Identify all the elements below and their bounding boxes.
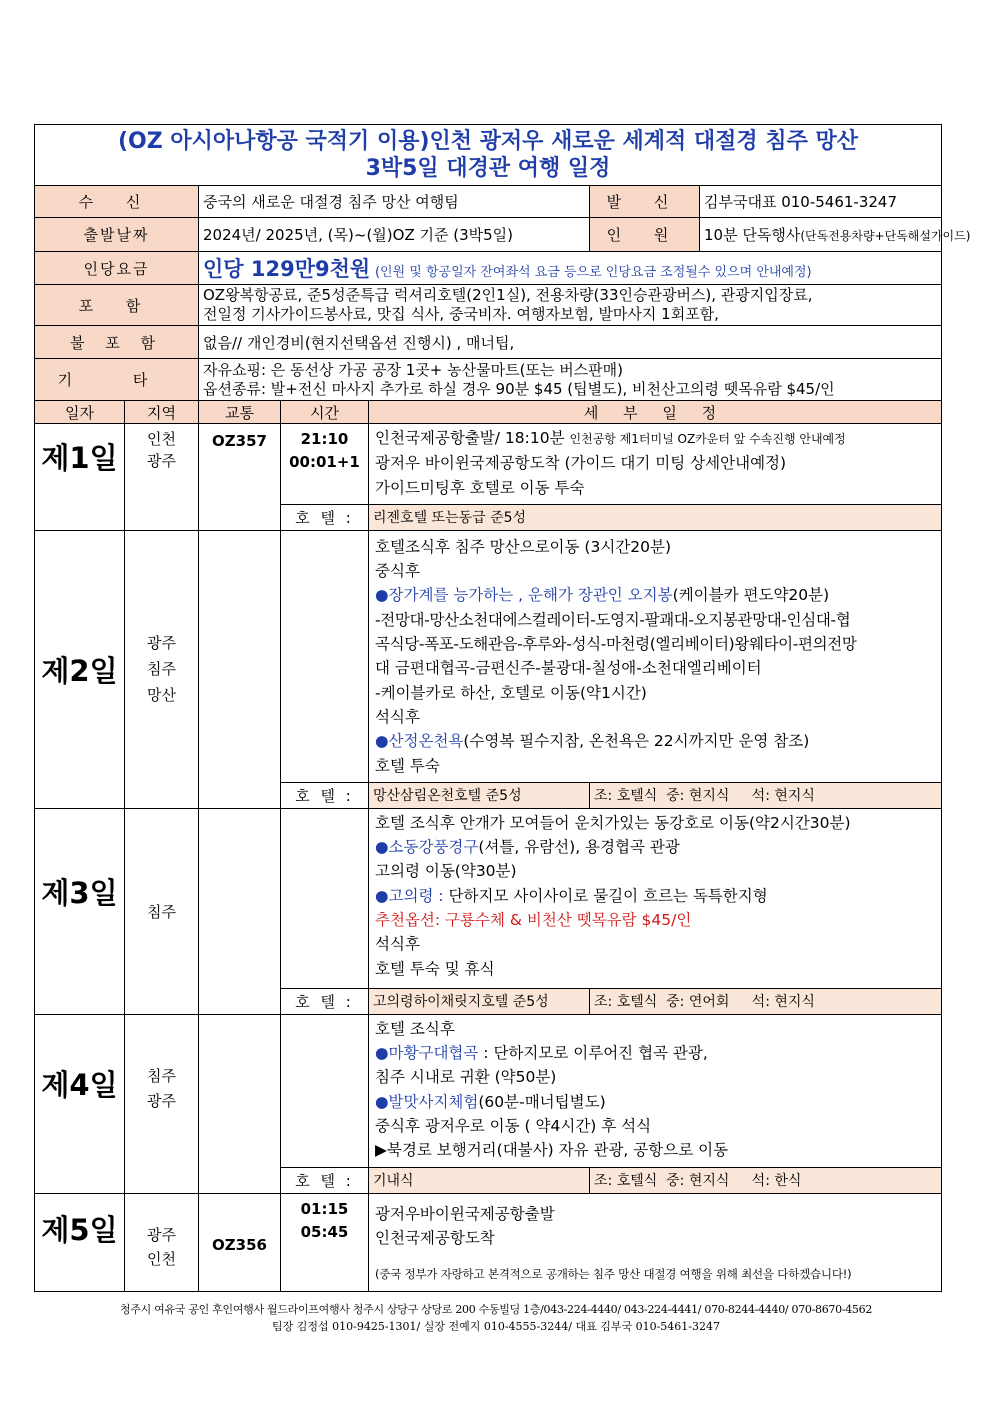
include-value (199, 285, 942, 326)
day-1-transport: OZ357 (199, 424, 281, 531)
header-date: 일자 (35, 401, 125, 424)
day-1-label: 제1일 (35, 424, 125, 531)
day-5-time (281, 1193, 369, 1291)
day-5-region-1: 광주 (147, 1226, 176, 1245)
day-2-time (281, 530, 369, 782)
day-3-transport (199, 808, 281, 1014)
day-5-schedule (369, 1193, 942, 1291)
day-2-line-3: (케이블카 편도약20분) (672, 586, 830, 605)
day-5-line-1: 광저우바이윈국제공항출발 (375, 1204, 555, 1223)
day-3-label: 제3일 (35, 808, 125, 1014)
day-3-line-4: 단하지모 사이사이로 물길이 흐르는 독특한지형 (443, 886, 768, 905)
sender-label: 발 신 (590, 186, 700, 218)
day-2-line-7: -케이블카로 하산, 호텔로 이동(약1시간) (375, 683, 647, 702)
day-3-time (281, 808, 369, 988)
day-4-line-4: (60분-매너팁별도) (478, 1092, 606, 1111)
day-4-highlight-mahuang: ●마황구대협곡 (375, 1044, 479, 1063)
day-1-line-3: 가이드미팅후 호텔로 이동 투숙 (375, 478, 585, 497)
day-2-meals: 조: 호텔식 중: 현지식 석: 현지식 (590, 782, 942, 808)
day-2-transport (199, 530, 281, 808)
day-3-highlight-gaoyiling: ●고의령 : (375, 886, 444, 905)
day-4-line-2: : 단하지모로 이루어진 협곡 관광, (478, 1044, 708, 1063)
day-2-region-1: 광주 (147, 634, 176, 653)
day-5-time-2: 05:45 (300, 1222, 349, 1241)
day-3-hotel: 고의령하이채릿지호텔 준5성 (369, 988, 590, 1014)
header-time: 시간 (281, 401, 369, 424)
day-2-region-3: 망산 (147, 686, 176, 705)
etc-label: 기 타 (35, 359, 199, 401)
day-2-schedule (369, 530, 942, 782)
day-1-region-2: 광주 (147, 452, 176, 470)
day-3-line-3: 고의령 이동(약30분) (375, 862, 517, 881)
day-5-region (125, 1193, 199, 1291)
day-4-highlight-foot-massage: ●발맛사지체험 (375, 1092, 479, 1111)
itinerary-sheet (34, 124, 971, 1292)
day-2-line-8: 석식후 (375, 707, 420, 726)
day-5-closing-note: (중국 정부가 자랑하고 본격적으로 공개하는 침주 망산 대절경 여행을 위해 최선을 다하겠습니다!) (375, 1267, 852, 1282)
itinerary-table (34, 124, 971, 1292)
day-3-region: 침주 (125, 808, 199, 1014)
price-value (199, 252, 942, 285)
include-label: 포 함 (35, 285, 199, 326)
day-4-line-6: ▶북경로 보행거리(대불사) 자유 관광, 공항으로 이동 (375, 1141, 729, 1160)
day-2-highlight-ojibong: ●장가계를 능가하는 , 운해가 장관인 오지봉 (375, 586, 673, 605)
day-3-meals: 조: 호텔식 중: 연어회 석: 현지식 (590, 988, 942, 1014)
day-1-time (281, 424, 369, 505)
day-3-line-6: 석식후 (375, 935, 420, 954)
recipient-value: 중국의 새로운 대절경 침주 망산 여행팀 (199, 186, 590, 218)
day-2-line-9: (수영복 필수지참, 온천욕은 22시까지만 운영 참조) (463, 732, 810, 751)
etc-line-2: 옵션종류: 발+전신 마사지 추가로 하실 경우 90분 $45 (팁별도), 비천산고의령 뗏목유람 $45/인 (203, 379, 835, 398)
include-line-1: OZ왕복항공료, 준5성준특급 럭셔리호텔(2인1실), 전용차량(33인승관광버스), 관광지입장료, (203, 286, 813, 304)
departure-value: 2024년/ 2025년, (목)~(월)OZ 기준 (3박5일) (199, 218, 590, 252)
price-amount: 인당 129만9천원 (203, 257, 371, 281)
day-2-line-1: 호텔조식후 침주 망산으로이동 (3시간20분) (375, 537, 672, 556)
day-3-schedule (369, 808, 942, 988)
day-2-hotel-label: 호 텔 : (281, 782, 369, 808)
day-4-time (281, 1014, 369, 1167)
day-1-region-1: 인천 (147, 430, 176, 448)
page-title (35, 125, 942, 186)
day-2-line-10: 호텔 투숙 (375, 756, 440, 775)
recipient-label: 수 신 (35, 186, 199, 218)
people-value (700, 218, 971, 252)
include-line-2: 전일정 기사가이드봉사료, 맛집 식사, 중국비자. 여행자보험, 발마사지 1회포함, (203, 305, 719, 323)
day-2-line-5: 곡식당-폭포-도해관음-후루와-성식-마천령(엘리베이터)왕웨타이-편의전망 (375, 635, 857, 654)
day-4-hotel: 기내식 (369, 1167, 590, 1193)
footer-contacts: 팀장 김정섭 010-9425-1301/ 실장 전예지 010-4555-3244/ 대표 김부국 010-5461-3247 (271, 1320, 721, 1333)
day-2-region (125, 530, 199, 808)
day-2-highlight-onsen: ●산정온천욕 (375, 732, 464, 751)
day-3-highlight-dongjiang: ●소동강풍경구 (375, 838, 479, 857)
etc-line-1: 자유쇼핑: 은 동선상 가공 공장 1곳+ 농산물마트(또는 버스판매) (203, 360, 624, 379)
day-5-time-1: 01:15 (300, 1199, 349, 1218)
day-2-label: 제2일 (35, 530, 125, 808)
day-3-hotel-label: 호 텔 : (281, 988, 369, 1014)
etc-value (199, 359, 942, 401)
sender-value: 김부국대표 010-5461-3247 (700, 186, 942, 218)
day-1-hotel: 리젠호텔 또는동급 준5성 (369, 504, 942, 530)
day-1-line-2: 광저우 바이윈국제공항도착 (가이드 대기 미팅 상세안내예정) (375, 454, 787, 473)
day-2-line-4: -전망대-망산소천대에스컬레이터-도영지-팔괘대-오지봉관망대-인심대-협 (375, 610, 851, 629)
price-note: (인원 및 항공일자 잔여좌석 요금 등으로 인당요금 조정될수 있으며 안내예정) (374, 265, 812, 280)
people-count: 10분 단독행사 (704, 226, 801, 244)
day-2-line-2: 중식후 (375, 562, 420, 581)
header-region: 지역 (125, 401, 199, 424)
day-3-recommended-option: 추천옵션: 구룡수체 & 비천산 뗏목유람 $45/인 (375, 911, 692, 930)
day-1-hotel-label: 호 텔 : (281, 504, 369, 530)
day-1-region (125, 424, 199, 531)
day-4-region (125, 1014, 199, 1193)
day-4-region-2: 광주 (147, 1091, 176, 1110)
day-4-line-5: 중식후 광저우로 이동 ( 약4시간) 후 석식 (375, 1117, 652, 1136)
footer-address: 청주시 여유국 공인 후인여행사 월드라이프여행사 청주시 상당구 상당로 200 수동빌딩 1층/043-224-4440/ 043-224-4441/ 070-8244-4440/ 070-8670-4562 (119, 1303, 873, 1316)
day-1-time-2: 00:01+1 (289, 453, 360, 471)
day-3-line-1: 호텔 조식후 안개가 모여들어 운치가있는 동강호로 이동(약2시간30분) (375, 813, 851, 832)
day-3-line-7: 호텔 투숙 및 휴식 (375, 959, 495, 978)
day-4-schedule (369, 1014, 942, 1167)
day-1-line-1: 인천국제공항출발/ 18:10분 (375, 429, 565, 447)
header-detail: 세 부 일 정 (369, 401, 942, 424)
day-1-time-1: 21:10 (300, 430, 349, 448)
departure-label: 출발날짜 (35, 218, 199, 252)
day-4-hotel-label: 호 텔 : (281, 1167, 369, 1193)
day-3-line-2: (셔틀, 유람선), 용경협곡 관광 (478, 838, 680, 857)
day-2-hotel: 망산삼림온천호텔 준5성 (369, 782, 590, 808)
day-1-schedule (369, 424, 942, 505)
header-transport: 교통 (199, 401, 281, 424)
day-4-line-1: 호텔 조식후 (375, 1019, 455, 1038)
day-4-label: 제4일 (35, 1014, 125, 1193)
day-2-line-6: 대 금편대협곡-금편신주-불광대-칠성애-소천대엘리베이터 (375, 659, 762, 678)
day-5-transport: OZ356 (199, 1193, 281, 1291)
title-line-1: (OZ 아시아나항공 국적기 이용)인천 광저우 새로운 세계적 대절경 침주 망산 (117, 129, 858, 154)
exclude-label: 불 포 함 (35, 326, 199, 359)
day-2-region-2: 침주 (147, 660, 176, 679)
day-5-region-2: 인천 (147, 1250, 176, 1269)
day-4-meals: 조: 호텔식 중: 현지식 석: 한식 (590, 1167, 942, 1193)
people-label: 인 원 (590, 218, 700, 252)
day-5-line-2: 인천국제공항도착 (375, 1229, 495, 1248)
day-4-line-3: 침주 시내로 귀환 (약50분) (375, 1068, 557, 1087)
day-1-line-1-note: 인천공항 제1터미널 OZ카운터 앞 수속진행 안내예정 (569, 432, 846, 446)
exclude-value: 없음// 개인경비(현지선택옵션 진행시) , 매너팁, (199, 326, 942, 359)
day-5-label: 제5일 (35, 1193, 125, 1291)
people-note: (단독전용차량+단독해설가이드) (800, 229, 971, 243)
title-line-2: 3박5일 대경관 여행 일정 (365, 156, 611, 181)
price-label: 인당요금 (35, 252, 199, 285)
day-4-transport (199, 1014, 281, 1193)
day-4-region-1: 침주 (147, 1066, 176, 1085)
